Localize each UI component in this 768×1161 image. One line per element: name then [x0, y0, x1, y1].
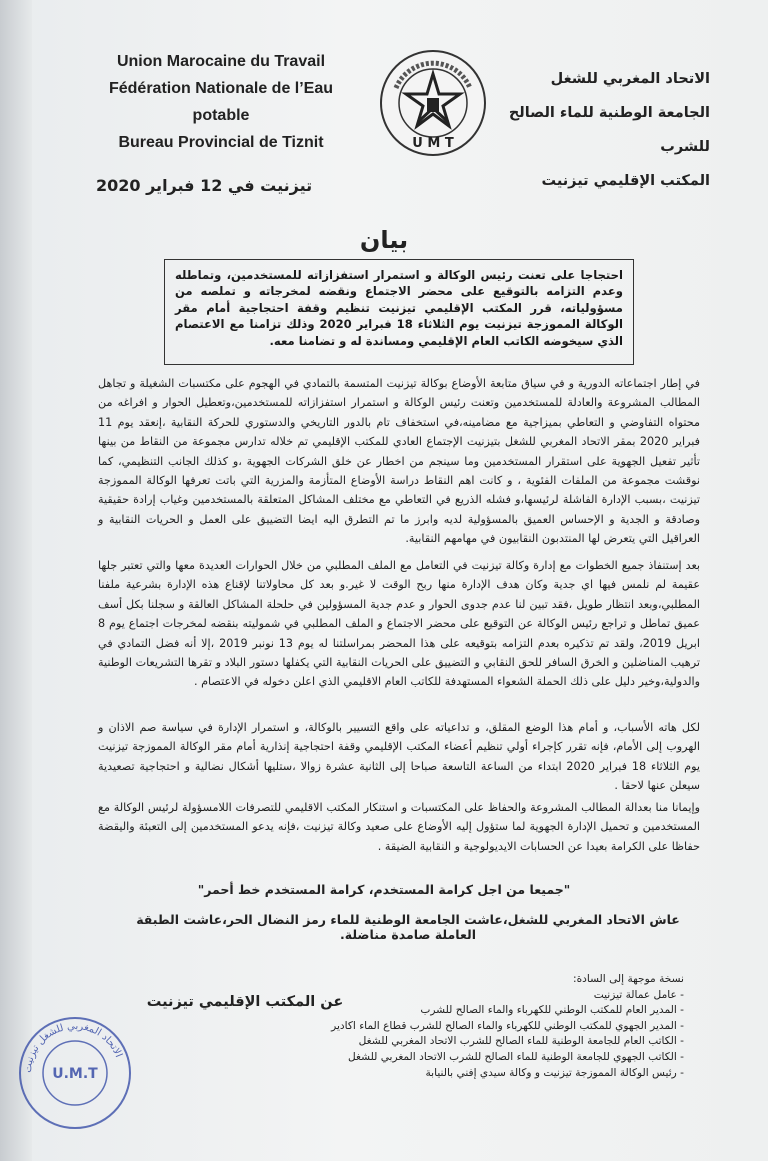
stamp-ring-text: الاتحاد المغربي للشغل تيزنيت: [22, 1020, 124, 1074]
summary-box: احتجاجا على تعنت رئيس الوكالة و استمرار استفزازاته للمستخدمين، وتماطله وعدم التزامه بالتوقيع على محضر الاجتماع ونقضه لمخرجاته و تملصه من مسؤولياته، قرر المكتب الإقليمي تيزنيت تنظيم وقفة احتجاجية أمام مقر الوكالة المموزجة تيزنيت يوم الثلاثاء 18 فبراير 2020 وذلك تزامنا مع الاعتصام الذي سيخوضه الكاتب العام الإقليمي ومساندة له و تضامنا معه.: [164, 259, 634, 365]
union-stamp: [16, 1014, 134, 1132]
logo-text: U M T: [412, 136, 454, 151]
copies-heading: نسخة موجهة إلى السادة:: [573, 973, 684, 985]
copies-list: [264, 972, 684, 1081]
slogan: "جميعا من اجل كرامة المستخدم، كرامة المستخدم خط أحمر": [197, 882, 571, 897]
stamp-center-text: U.M.T: [52, 1066, 98, 1082]
header-fr-line-2: Fédération Nationale de l’Eau potable: [108, 80, 334, 124]
header-arabic: [460, 62, 710, 198]
header-fr-line-3: Bureau Provincial de Tiznit: [118, 134, 324, 151]
paragraph-3: لكل هاته الأسباب، و أمام هذا الوضع المقلق، و تداعياته على واقع التسيير بالوكالة، و استمرار الإدارة في سياسة صم الاذان و الهروب إلى الأمام، فإنه تقرر كإجراء أولي تنظيم أعضاء المكتب الإقليمي وقفة احتجاجية إنذارية أمام مقر الوكالة المموزجة تيزنيت يوم الثلاثاء 18 فبراير 2020 ابتداء من الساعة التاسعة صباحا إلى الثانية عشرة زوالا ،ستليها أشكال نضالية و احتجاجية تصعيدية سيعلن عنها لاحقا .: [98, 721, 700, 793]
copy-recipient: - الكاتب الجهوي للجامعة الوطنية للماء الصالح للشرب الاتحاد المغربي للشغل: [264, 1050, 684, 1066]
page-fold-shadow: [0, 0, 32, 1161]
copy-recipient: - رئيس الوكالة المموزجة تيزنيت و وكالة سيدي إفني بالنيابة: [264, 1066, 684, 1082]
header-ar-line-3: المكتب الإقليمي تيزنيت: [541, 173, 710, 189]
copy-recipient: - عامل عمالة تيزنيت: [264, 988, 684, 1004]
header-french: [86, 48, 356, 156]
paragraph-2: بعد إستنفاذ جميع الخطوات مع إدارة وكالة تيزنيت في التعامل مع الملف المطلبي من خلال الحوارات العديدة معها والتي تعتبر جلها عقيمة لم نلمس فيها اي جدية وكان هدف الإدارة منها ربح الوقت لا غير.و بعد كل محاولاتنا لإقناع هذه الإدارة بشرعية ملفنا المطلبي،وبعد انتظار طويل ،فقد تبين لنا عدم جدوى الحوار و عدم جدية المسؤولين في حلحلة المشاكل العالقة و سجلنا بكل أسف عميق تماطل و تراجع رئيس الوكالة عن التوقيع على محضر الاجتماع و الملف المطلبي في شموليته بنقضه لمخرجات اجتماع يوم 8 ابريل 2019، ولقد تم تذكيره بعدم التزامه بتوقيعه على هذا المحضر بمراسلتنا له يوم 13 نونبر 2019 ،إلا أنه فضل التمادي في ترهيب المناضلين و الخرق السافر للحق النقابي و التضييق على الحريات النقابية التي يكفلها دستور البلاد و تقرها التشريعات الوطنية والدولية،وخير دليل على ذلك الحملة الشعواء المستهدفة للكاتب العام الاقليمي الذي اعلن دخوله في الاعتصام .: [98, 559, 700, 689]
header-ar-line-1: الاتحاد المغربي للشغل: [550, 71, 710, 87]
copy-recipient: - الكاتب العام للجامعة الوطنية للماء الصالح للشرب الاتحاد المغربي للشغل: [264, 1034, 684, 1050]
copy-recipient: - المدير الجهوي للمكتب الوطني للكهرباء والماء الصالح للشرب قطاع الماء اكادير: [264, 1019, 684, 1035]
document-title: بيان: [359, 226, 409, 254]
paragraph-1: في إطار اجتماعاته الدورية و في سياق متابعة الأوضاع بوكالة تيزنيت المتسمة بالتمادي في الهجوم على مكتسبات الشغيلة و تجاهل المطالب المشروعة والعادلة للمستخدمين وتعنت رئيس الوكالة و استمرار استفزازاته للمستخدمين،وتعطيل الحوار و افراغه من محتواه التفاوضي و التعاطي بميزاجية مع مضامينه،في استخفاف تام بالدور التاريخي والدستوري للحركة النقابية ،إنعقد يوم 11 فبراير 2020 بمقر الاتحاد المغربي للشغل بتيزنيت الإجتماع العادي للمكتب الإقليمي تم خلاله تدارس مجموعة من النقاط من بينها تأثير تفعيل الجهوية على استقرار المستخدمين وما سينجم من اخطار عن خلق الشركات الجهوية ،و كذلك الجانب التنظيمي، كما نوقشت مجموعة من الملفات الفئوية ، و كانت اهم النقاط دراسة الأوضاع المتأزمة والمزرية التي باتت تعرفها الوكالة المموزجة تيزنيت ،بسبب الإدارة الفاشلة لرئيسها،و فشله الذريع في التعاطي مع مختلف المشاكل المتعلقة بالمستخدمين وغياب إرادة حقيقية وصادقة و الجدية و الإحساس العميق بالمسؤولية لديه وابرز ما تم التطرق اليه ايضا التضييق على العمل و الحريات النقابية و العراقيل التي يتعرض لها المنتدبون النقابيون في مهامهم النقابية.: [98, 377, 701, 546]
header-fr-line-1: Union Marocaine du Travail: [116, 53, 326, 70]
paragraph-4: وإيمانا منا بعدالة المطالب المشروعة والحفاظ على المكتسبات و استنكار المكتب الاقليمي للتصرفات اللامسؤولة لرئيس الوكالة مع المستخدمين و تحميل الإدارة الجهوية لما ستؤول إليه الأوضاع على صعيد وكالة تيزنيت ،فإنه يدعو المستخدمين إلى التعبئة واليقضة حفاظا على الكرامة بعيدا عن الحسابات الايديولوجية و النقابية الضيقة .: [98, 801, 700, 853]
header-ar-line-2: الجامعة الوطنية للماء الصالح للشرب: [508, 105, 710, 155]
document-date: تيزنيت في 12 فبراير 2020: [96, 176, 313, 195]
closing-line: عاش الاتحاد المغربي للشغل،عاشت الجامعة الوطنية للماء رمز النضال الحر،عاشت الطبقة العاملة صامدة مناضلة.: [136, 912, 680, 942]
signature: عن المكتب الإقليمي تيزنيت: [146, 994, 344, 1010]
copy-recipient: - المدير العام للمكتب الوطني للكهرباء والماء الصالح للشرب: [264, 1003, 684, 1019]
